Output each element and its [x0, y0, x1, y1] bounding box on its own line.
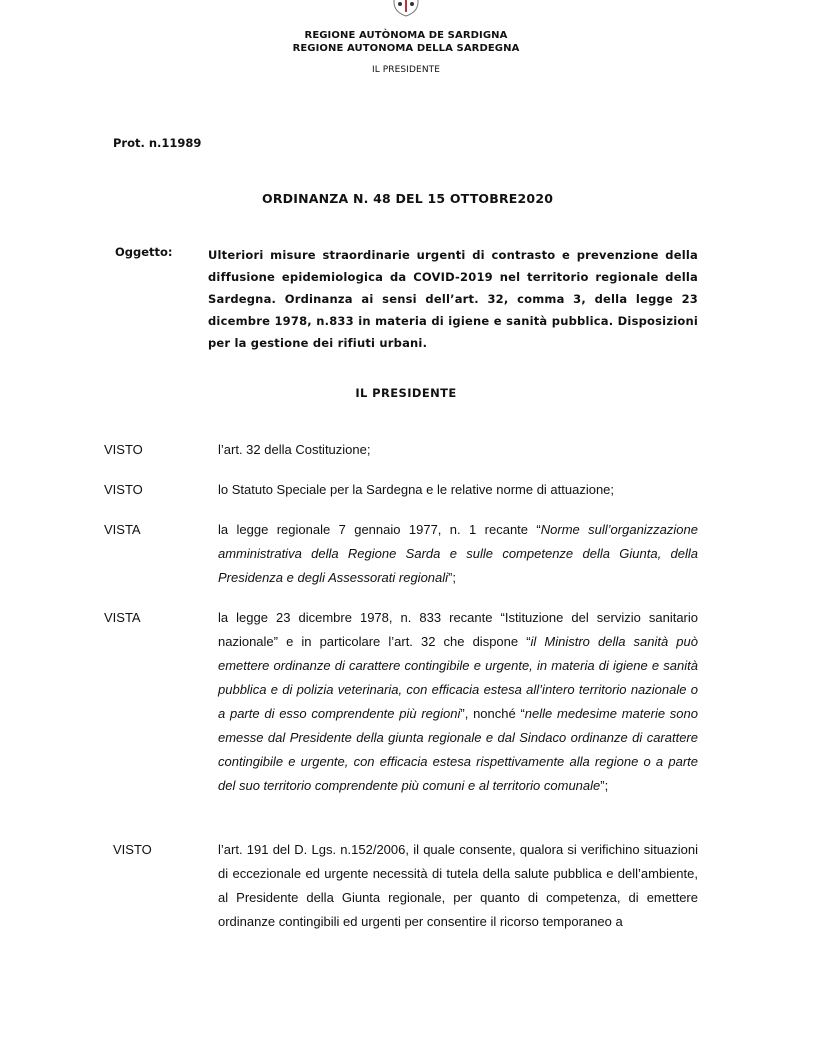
clause-text	[218, 518, 698, 590]
clause-text-italic: il Ministro della sanità può emettere ordinanze di carattere contingibile e urgente, in materia di igiene e sanità pubblica e di polizia veterinaria, con efficacia estesa all’intero territorio nazionale o a parte di esso comprendente più regioni	[218, 634, 698, 721]
ordinance-title: ORDINANZA N. 48 DEL 15 OTTOBRE2020	[262, 191, 554, 206]
coat-of-arms-icon	[390, 0, 422, 18]
clause-label: VISTO	[113, 842, 152, 857]
clause-text-plain: la legge 23 dicembre 1978, n. 833 recante “Istituzione del servizio sanitario nazionale” e in particolare l’art. 32 che dispone “	[218, 610, 698, 649]
clause-text-plain: la legge regionale 7 gennaio 1977, n. 1 recante “	[218, 522, 541, 537]
clause-text: l’art. 32 della Costituzione;	[218, 442, 371, 457]
clause-text: lo Statuto Speciale per la Sardegna e le relative norme di attuazione;	[218, 482, 615, 497]
clause-label: VISTO	[104, 442, 143, 457]
clause-text-plain: ”;	[448, 570, 456, 585]
clause-label: VISTO	[104, 482, 143, 497]
subject-label: Oggetto:	[115, 245, 173, 259]
region-name-italian: REGIONE AUTONOMA DELLA SARDEGNA	[292, 43, 520, 54]
clause-text	[218, 606, 698, 798]
protocol-number: Prot. n.11989	[113, 136, 202, 150]
clause-label: VISTA	[104, 610, 141, 625]
subject-text: Ulteriori misure straordinarie urgenti di contrasto e prevenzione della diffusione epidemiologica da COVID-2019 nel territorio regionale della Sardegna. Ordinanza ai sensi dell’art. 32, comma 3, della legge 23 dicembre 1978, n.833 in materia di igiene e sanità pubblica. Disposizioni per la gestione dei rifiuti urbani.	[208, 248, 698, 350]
clause-text-plain: ”, nonché “	[460, 706, 525, 721]
region-name-sardinian: REGIONE AUTÒNOMA DE SARDIGNA	[304, 30, 508, 41]
header-president: IL PRESIDENTE	[371, 65, 441, 75]
clause-text-italic: Norme sull’organizzazione amministrativa della Regione Sarda e sulle competenze della Giunta, della Presidenza e degli Assessorati regionali	[218, 522, 698, 585]
clause-text-italic: nelle medesime materie sono emesse dal Presidente della giunta regionale e dal Sindaco ordinanze di carattere contingibile e urgente, con efficacia estesa rispettivamente alla regione o a parte del suo territorio comprendente più comuni e al territorio comunale	[218, 706, 698, 793]
clause-label: VISTA	[104, 522, 141, 537]
clause-text-plain: ”;	[600, 778, 609, 793]
president-heading: IL PRESIDENTE	[355, 386, 457, 400]
clause-text: l’art. 191 del D. Lgs. n.152/2006, il quale consente, qualora si verifichino situazioni di eccezionale ed urgente necessità di tutela della salute pubblica e dell’ambiente, al Presidente della Giunta regionale, per quanto di competenza, di emettere ordinanze contingibili ed urgenti per consentire il ricorso temporaneo a	[218, 842, 698, 929]
